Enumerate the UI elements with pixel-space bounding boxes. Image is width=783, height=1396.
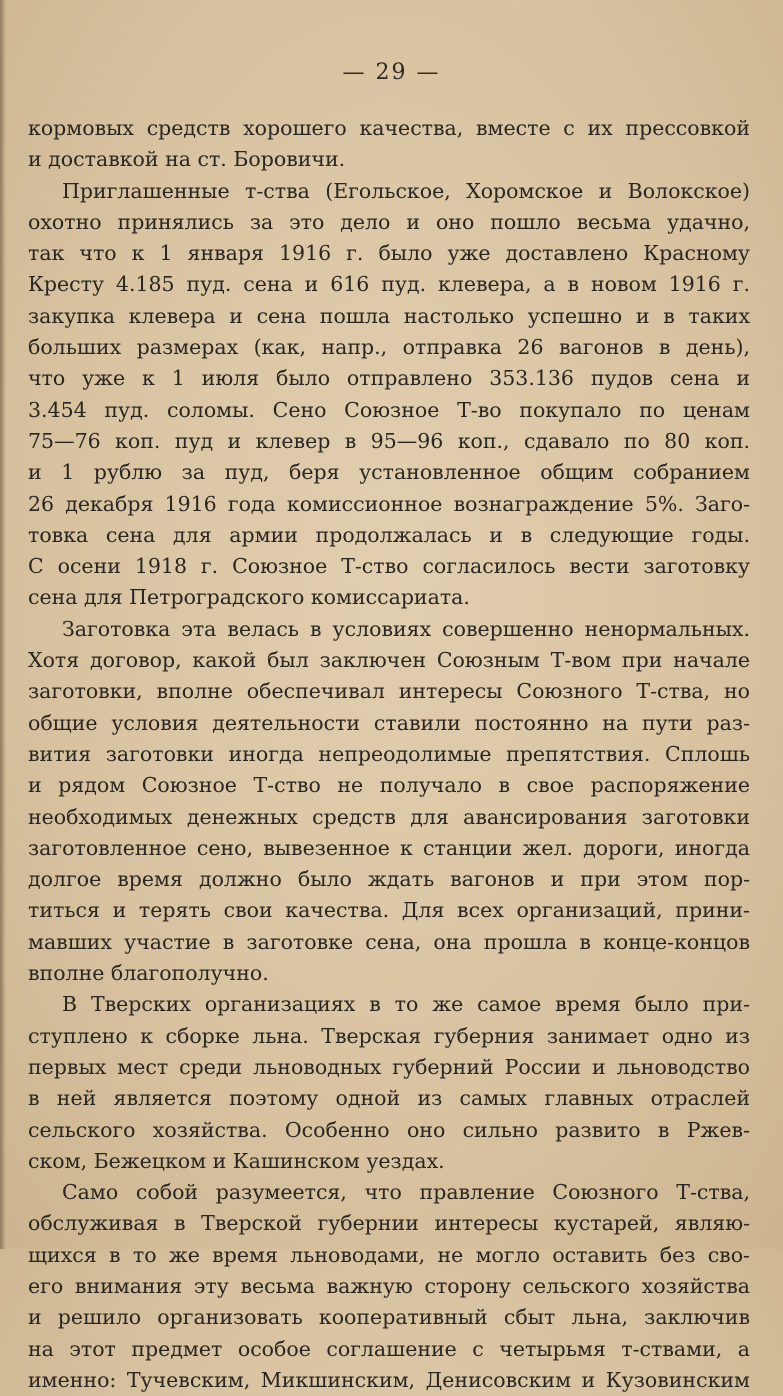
text-line: титься и терять свои качества. Для всех организаций, прини-	[28, 898, 750, 923]
text-line: заготовки, вполне обеспечивал интересы Союзного Т-ства, но	[28, 679, 750, 704]
text-line: его внимания эту весьма важную сторону сельского хозяйства	[28, 1273, 750, 1298]
text-line: 26 декабря 1916 года комиссионное вознаграждение 5%. Заго-	[28, 491, 750, 516]
text-line: в ней является поэтому одной из самых главных отраслей	[28, 1086, 750, 1111]
text-line: и рядом Союзное Т-ство не получало в свое распоряжение	[28, 773, 750, 798]
text-line: товка сена для армии продолжалась и в следующие годы.	[28, 522, 750, 547]
text-line: 75—76 коп. пуд и клевер в 95—96 коп., сдавало по 80 коп.	[28, 428, 750, 453]
text-line: щихся в то же время льноводами, не могло оставить без сво-	[28, 1242, 750, 1267]
body-text	[28, 113, 750, 1396]
text-line: закупка клевера и сена пошла настолько успешно и в таких	[28, 303, 750, 328]
text-line: Хотя договор, какой был заключен Союзным Т-вом при начале	[28, 648, 750, 673]
text-line: необходимых денежных средств для авансирования заготовки	[28, 804, 750, 829]
text-line: сельского хозяйства. Особенно оно сильно развито в Ржев-	[28, 1117, 750, 1142]
text-line: обслуживая в Тверской губернии интересы кустарей, являю-	[28, 1211, 750, 1236]
text-line: Приглашенные т-ства (Егольское, Хоромское и Волокское)	[62, 178, 750, 203]
text-line: кормовых средств хорошего качества, вместе с их прессовкой	[28, 116, 750, 140]
text-line: Кресту 4.185 пуд. сена и 616 пуд. клевера, а в новом 1916 г.	[28, 272, 750, 297]
text-line: на этот предмет особое соглашение с четырьмя т-ствами, а	[28, 1336, 750, 1361]
text-line: 3.454 пуд. соломы. Сено Союзное Т-во покупало по ценам	[28, 397, 750, 422]
text-line: больших размерах (как, напр., отправка 26 вагонов в день),	[28, 335, 750, 360]
text-line: В Тверских организациях в то же самое время было при-	[62, 992, 750, 1017]
text-line: Само собой разумеется, что правление Союзного Т-ства,	[62, 1180, 750, 1205]
text-line: Заготовка эта велась в условиях совершенно ненормальных.	[62, 616, 750, 641]
text-line: вполне благополучно.	[28, 961, 269, 986]
text-line: вития заготовки иногда непреодолимые препятствия. Сплошь	[28, 741, 750, 766]
text-line: заготовленное сено, вывезенное к станции жел. дороги, иногда	[28, 835, 750, 860]
text-line: охотно принялись за это дело и оно пошло весьма удачно,	[28, 209, 750, 234]
text-line: общие условия деятельности ставили постоянно на пути раз-	[28, 710, 750, 735]
text-line: ступлено к сборке льна. Тверская губерния занимает одно из	[28, 1023, 750, 1048]
text-line: долгое время должно было ждать вагонов и при этом пор-	[28, 867, 750, 892]
text-line: именно: Тучевским, Микшинским, Денисовским и Кузовинским	[28, 1367, 750, 1392]
text-line: ском, Бежецком и Кашинском уездах.	[28, 1148, 445, 1173]
text-line: так что к 1 января 1916 г. было уже доставлено Красному	[28, 241, 750, 266]
text-line: и решило организовать кооперативный сбыт льна, заключив	[28, 1305, 750, 1330]
text-line: сена для Петроградского комиссариата.	[28, 585, 470, 610]
page-edge-shadow	[0, 0, 6, 1249]
text-line: первых мест среди льноводных губерний России и льноводство	[28, 1054, 750, 1079]
text-line: что уже к 1 июля было отправлено 353.136 пудов сена и	[28, 366, 750, 391]
text-line: С осени 1918 г. Союзное Т-ство согласилось вести заготовку	[28, 554, 750, 579]
text-line: и 1 рублю за пуд, беря установленное общим собранием	[28, 460, 750, 485]
text-line: мавших участие в заготовке сена, она прошла в конце-концов	[28, 929, 750, 954]
page-number: — 29 —	[342, 60, 441, 85]
text-line: и доставкой на ст. Боровичи.	[28, 147, 346, 172]
